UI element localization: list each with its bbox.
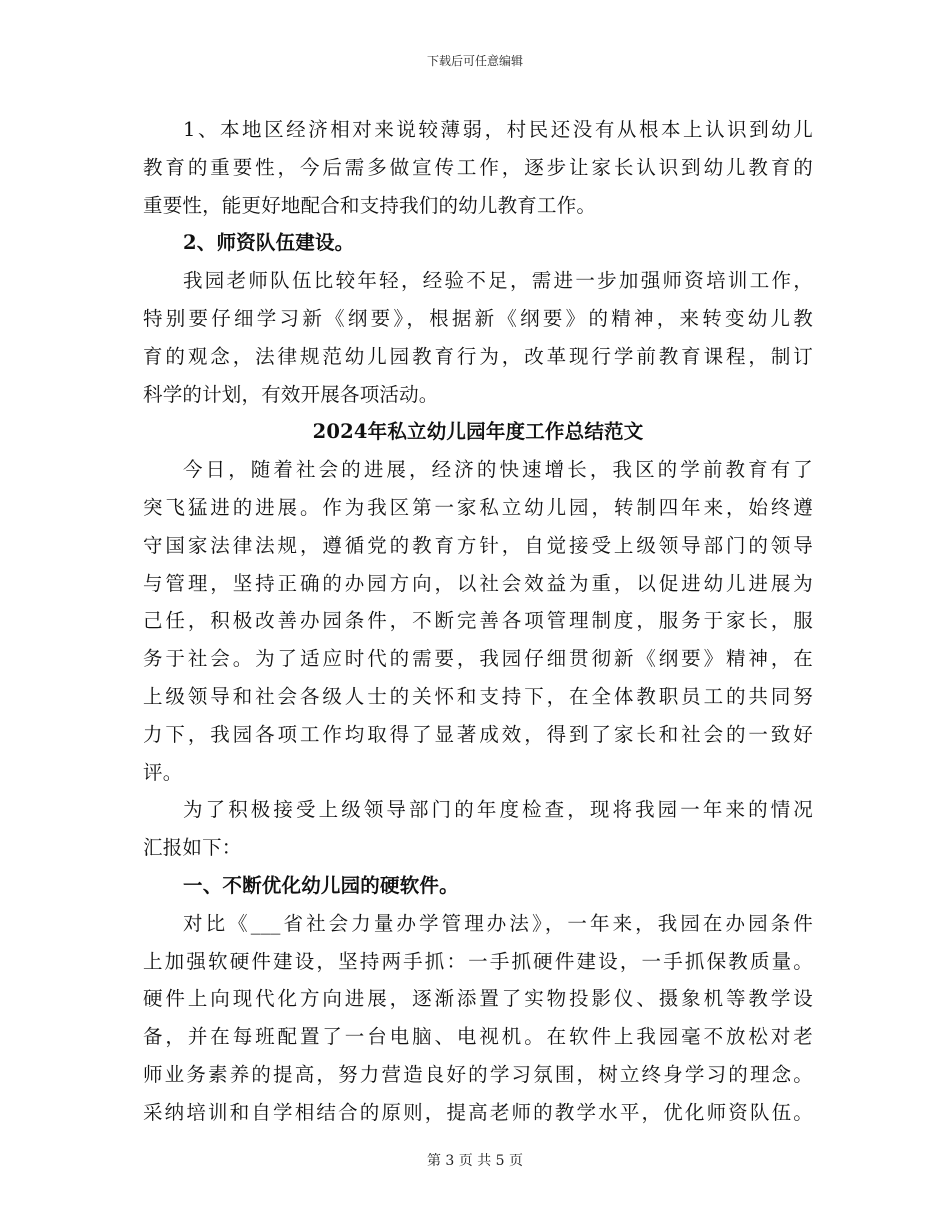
paragraph-line: 务于社会。为了适应时代的需要，我园仔细贯彻新《纲要》精神，在 bbox=[143, 647, 813, 671]
paragraph-line: 汇报如下： bbox=[143, 836, 242, 860]
paragraph-line: 重要性，能更好地配合和支持我们的幼儿教育工作。 bbox=[143, 193, 597, 217]
paragraph-line: 己任，积极改善办园条件，不断完善各项管理制度，服务于家长，服 bbox=[143, 609, 813, 633]
paragraph-line: 采纳培训和自学相结合的原则，提高老师的教学水平，优化师资队伍。 bbox=[143, 1100, 813, 1124]
paragraph-line: 硬件上向现代化方向进展，逐渐添置了实物投影仪、摄象机等教学设 bbox=[143, 987, 813, 1011]
paragraph-line: 守国家法律法规，遵循党的教育方针，自觉接受上级领导部门的领导 bbox=[143, 533, 813, 557]
paragraph-line: 突飞猛进的进展。作为我区第一家私立幼儿园，转制四年来，始终遵 bbox=[143, 495, 813, 519]
paragraph-line: 科学的计划，有效开展各项活动。 bbox=[143, 382, 439, 406]
paragraph-line: 上级领导和社会各级人士的关怀和支持下，在全体教职员工的共同努 bbox=[143, 684, 813, 708]
paragraph-line: 力下，我园各项工作均取得了显著成效，得到了家长和社会的一致好 bbox=[143, 722, 813, 746]
page-header: 下载后可任意编辑 bbox=[426, 54, 523, 68]
document-title: 2024年私立幼儿园年度工作总结范文 bbox=[312, 420, 644, 444]
paragraph-line: 今日，随着社会的进展，经济的快速增长，我区的学前教育有了 bbox=[183, 458, 813, 482]
section-heading: 一、不断优化幼儿园的硬软件。 bbox=[183, 873, 459, 897]
paragraph-line: 为了积极接受上级领导部门的年度检查，现将我园一年来的情况 bbox=[183, 798, 813, 822]
page-footer: 第 3 页 共 5 页 bbox=[426, 1153, 524, 1169]
paragraph-line: 备，并在每班配置了一台电脑、电视机。在软件上我园毫不放松对老 bbox=[143, 1025, 813, 1049]
paragraph-line: 1、本地区经济相对来说较薄弱，村民还没有从根本上认识到幼儿 bbox=[183, 118, 813, 141]
paragraph-line: 上加强软硬件建设，坚持两手抓：一手抓硬件建设，一手抓保教质量。 bbox=[143, 949, 813, 973]
paragraph-line: 我园老师队伍比较年轻，经验不足，需进一步加强师资培训工作， bbox=[183, 269, 813, 293]
paragraph-line: 与管理，坚持正确的办园方向，以社会效益为重，以促进幼儿进展为 bbox=[143, 571, 813, 595]
paragraph-line: 育的观念，法律规范幼儿园教育行为，改革现行学前教育课程，制订 bbox=[143, 344, 813, 368]
paragraph-line: 教育的重要性，今后需多做宣传工作，逐步让家长认识到幼儿教育的 bbox=[143, 155, 813, 179]
paragraph-line: 特别要仔细学习新《纲要》，根据新《纲要》的精神，来转变幼儿教 bbox=[143, 306, 813, 330]
section-heading: 2、师资队伍建设。 bbox=[183, 231, 355, 255]
document-body bbox=[143, 111, 813, 1132]
paragraph-line: 师业务素养的提高，努力营造良好的学习氛围，树立终身学习的理念。 bbox=[143, 1062, 813, 1086]
paragraph-line: 对比《___省社会力量办学管理办法》，一年来，我园在办园条件 bbox=[183, 911, 813, 935]
paragraph-line: 评。 bbox=[143, 760, 183, 784]
